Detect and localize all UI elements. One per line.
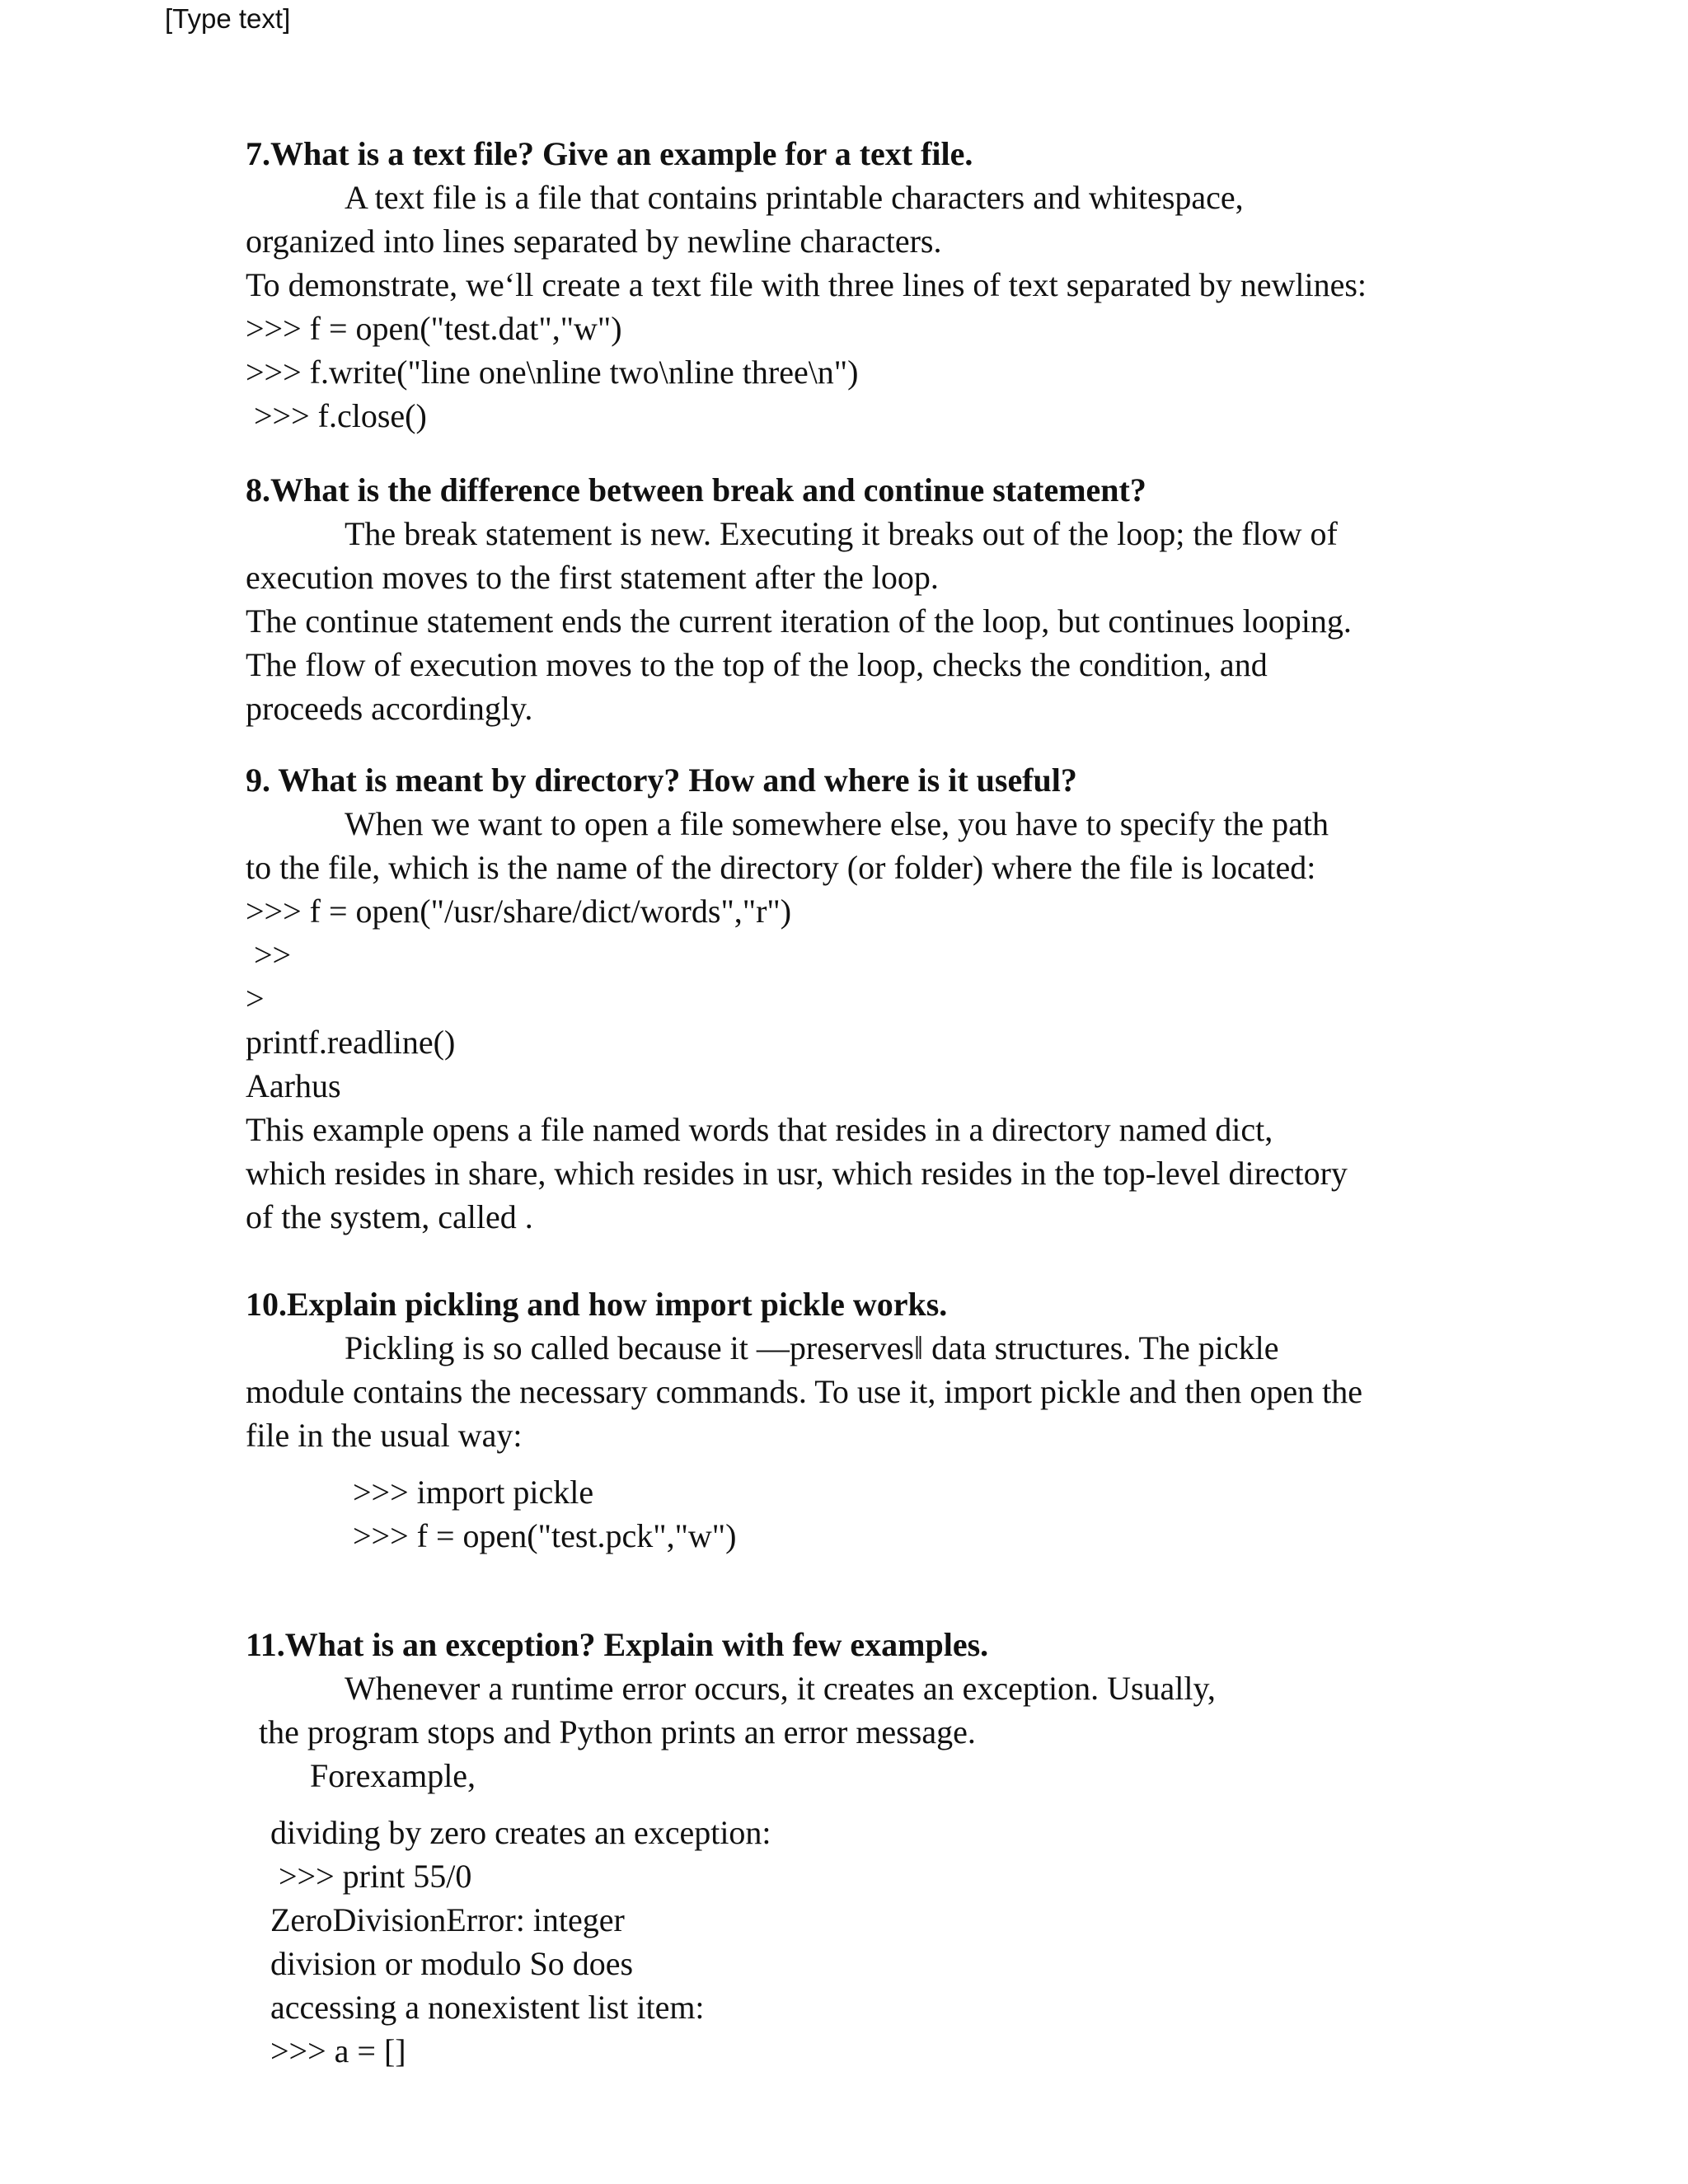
code-line: >>> f = open("test.pck","w") <box>353 1517 737 1554</box>
answer-line: Forexample, <box>310 1757 476 1794</box>
answer-line: which resides in share, which resides in usr, which resides in the top-level directory <box>246 1155 1348 1192</box>
code-line: >>> f = open("test.dat","w") <box>246 310 622 347</box>
answer-line: the program stops and Python prints an error message. <box>259 1713 976 1750</box>
answer-line: To demonstrate, we‘ll create a text file with three lines of text separated by newlines: <box>246 266 1367 303</box>
code-line: >>> f.write("line one\nline two\nline three\n") <box>246 354 859 391</box>
output-line: Aarhus <box>246 1067 341 1104</box>
code-line: >> <box>246 936 292 973</box>
output-line: ZeroDivisionError: integer <box>270 1901 625 1938</box>
question-number: 7. <box>246 135 270 172</box>
question-heading: 9. What is meant by directory? How and where is it useful? <box>246 762 1077 799</box>
code-line: >>> f.close() <box>246 397 427 434</box>
question-number: 11. <box>246 1626 285 1663</box>
question-title: What is a text file? Give an example for a text file. <box>270 135 973 172</box>
answer-line: Pickling is so called because it ―preserves‖ data structures. The pickle <box>345 1329 1279 1366</box>
header-placeholder: [Type text] <box>165 3 291 34</box>
question-title: Explain pickling and how import pickle works. <box>287 1286 948 1323</box>
section-q8 <box>246 468 1449 730</box>
output-line: division or modulo So does <box>270 1945 634 1982</box>
question-heading <box>246 1623 1449 1666</box>
answer-line: Whenever a runtime error occurs, it creates an exception. Usually, <box>345 1670 1216 1707</box>
code-line: >>> print 55/0 <box>270 1858 472 1895</box>
answer-line: organized into lines separated by newline characters. <box>246 223 942 260</box>
answer-line: A text file is a file that contains printable characters and whitespace, <box>345 179 1244 216</box>
answer-line: execution moves to the first statement after the loop. <box>246 559 939 596</box>
section-q9 <box>246 758 1449 1239</box>
answer-line: of the system, called . <box>246 1198 533 1235</box>
question-heading <box>246 1282 1449 1326</box>
question-heading <box>246 132 1449 176</box>
section-q10 <box>246 1282 1449 1558</box>
answer-line: The continue statement ends the current iteration of the loop, but continues looping. <box>246 602 1352 640</box>
question-title: What is the difference between break and continue statement? <box>270 471 1146 509</box>
answer-line: module contains the necessary commands. To use it, import pickle and then open the <box>246 1373 1363 1410</box>
question-heading <box>246 468 1449 512</box>
answer-line: proceeds accordingly. <box>246 690 533 727</box>
code-line: >>> a = [] <box>270 2032 406 2069</box>
answer-line: When we want to open a file somewhere else, you have to specify the path <box>345 805 1329 842</box>
code-line: printf.readline() <box>246 1024 456 1061</box>
document-body <box>246 132 1449 2073</box>
answer-line: file in the usual way: <box>246 1417 523 1454</box>
answer-line: The flow of execution moves to the top of the loop, checks the condition, and <box>246 646 1268 683</box>
question-title: What is an exception? Explain with few examples. <box>284 1626 989 1663</box>
code-line: > <box>246 980 265 1017</box>
example-line: dividing by zero creates an exception: <box>270 1814 771 1851</box>
answer-line: to the file, which is the name of the directory (or folder) where the file is located: <box>246 849 1316 886</box>
example-line: accessing a nonexistent list item: <box>270 1989 705 2026</box>
question-number: 8. <box>246 471 270 509</box>
code-line: >>> f = open("/usr/share/dict/words","r") <box>246 893 792 930</box>
section-q7 <box>246 132 1449 438</box>
answer-line: This example opens a file named words that resides in a directory named dict, <box>246 1111 1273 1148</box>
section-q11 <box>246 1623 1449 2073</box>
code-line: >>> import pickle <box>353 1474 594 1511</box>
answer-line: The break statement is new. Executing it breaks out of the loop; the flow of <box>345 515 1338 552</box>
question-number: 10. <box>246 1286 287 1323</box>
